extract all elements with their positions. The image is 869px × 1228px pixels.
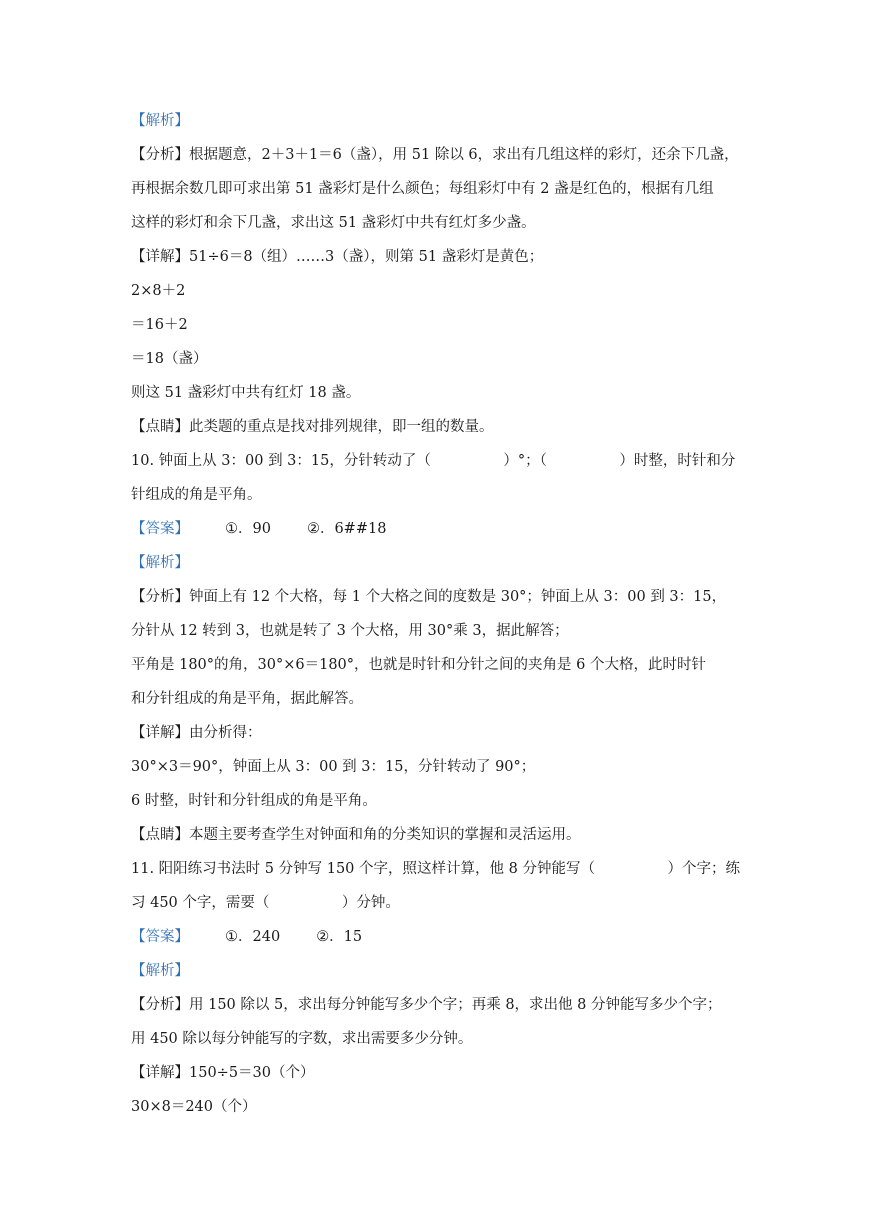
text-line: 【分析】根据题意，2＋3＋1＝6（盏），用 51 除以 6，求出有几组这样的彩灯，还余下几盏，	[131, 147, 739, 163]
text-line: 【详解】由分析得：	[131, 725, 262, 741]
answer-label: 【答案】	[131, 929, 189, 945]
answer-line-q11	[131, 927, 751, 947]
question-10-line-2: 针组成的角是平角。	[131, 487, 262, 503]
text-line: 【分析】用 150 除以 5，求出每分钟能写多少个字；再乘 8，求出他 8 分钟能写多少个字；	[131, 997, 722, 1013]
text-line: 【点睛】本题主要考查学生对钟面和角的分类知识的掌握和灵活运用。	[131, 827, 581, 843]
text-line: 分针从 12 转到 3，也就是转了 3 个大格，用 30°乘 3，据此解答；	[131, 623, 569, 639]
answer-line-q10	[131, 519, 751, 539]
text-line: 【详解】150÷5＝30（个）	[131, 1065, 315, 1081]
section-label-analysis: 【解析】	[131, 963, 189, 979]
answer-1: ①．90	[225, 521, 271, 537]
answer-label: 【答案】	[131, 521, 189, 537]
text-line: 平角是 180°的角，30°×6＝180°，也就是时针和分针之间的夹角是 6 个大格，此时时针	[131, 657, 706, 673]
text-line: 30×8＝240（个）	[131, 1099, 257, 1115]
section-label-analysis: 【解析】	[131, 113, 189, 129]
answer-2: ②．6##18	[306, 521, 387, 537]
question-11-line-2: 习 450 个字，需要（ ）分钟。	[131, 895, 400, 911]
question-11-line-1: 11. 阳阳练习书法时 5 分钟写 150 个字，照这样计算，他 8 分钟能写（ ）个字；练	[131, 861, 740, 877]
text-line: 30°×3＝90°，钟面上从 3：00 到 3：15，分针转动了 90°；	[131, 759, 536, 775]
text-line: 则这 51 盏彩灯中共有红灯 18 盏。	[131, 385, 361, 401]
answer-1: ①．240	[225, 929, 281, 945]
text-line: 和分针组成的角是平角，据此解答。	[131, 691, 363, 707]
text-line: 这样的彩灯和余下几盏，求出这 51 盏彩灯中共有红灯多少盏。	[131, 215, 536, 231]
text-line: 【详解】51÷6＝8（组）……3（盏），则第 51 盏彩灯是黄色；	[131, 249, 544, 265]
text-line: 2×8＋2	[131, 283, 186, 299]
text-line: 【点睛】此类题的重点是找对排列规律，即一组的数量。	[131, 419, 494, 435]
text-line: 6 时整，时针和分针组成的角是平角。	[131, 793, 377, 809]
section-label-analysis: 【解析】	[131, 555, 189, 571]
text-line: 再根据余数几即可求出第 51 盏彩灯是什么颜色；每组彩灯中有 2 盏是红色的，根据有几组	[131, 181, 714, 197]
text-line: 用 450 除以每分钟能写的字数，求出需要多少分钟。	[131, 1031, 473, 1047]
question-10-line-1: 10. 钟面上从 3：00 到 3：15，分针转动了（ ）°；（ ）时整，时针和分	[131, 453, 736, 469]
text-line: ＝16＋2	[131, 317, 188, 333]
answer-2: ②．15	[316, 929, 363, 945]
text-line: ＝18（盏）	[131, 351, 208, 367]
text-line: 【分析】钟面上有 12 个大格，每 1 个大格之间的度数是 30°；钟面上从 3：00 到 3：15，	[131, 589, 727, 605]
